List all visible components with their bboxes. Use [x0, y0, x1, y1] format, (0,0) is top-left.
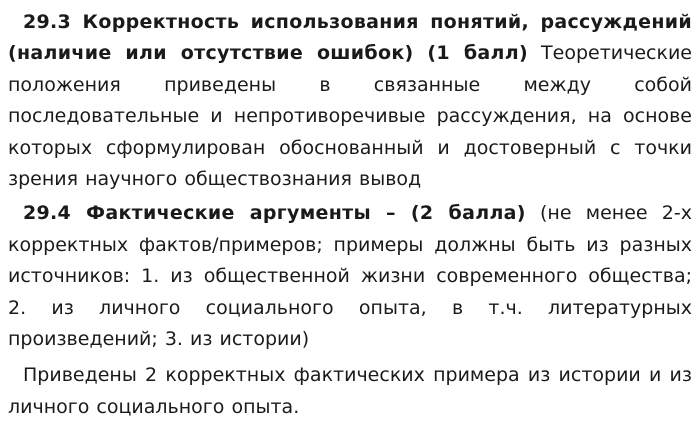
criterion-description: (не менее 2-х корректных фактов/примеров; примеры должны быть из разных источников: 1. из общественной жизни современного общества; 2. из личного социального опыта, в т.ч. литературных произведений; 3. из истории)	[8, 202, 692, 351]
criterion-heading: 29.3 Корректность использования понятий, рассуждений (наличие или отсутствие ошибок) (1 балл)	[8, 11, 692, 65]
criterion-heading: 29.4 Фактические аргументы – (2 балла)	[23, 202, 526, 225]
criterion-description: Теоретические положения приведены в связанные между собой последовательные и непротиворечивые рассуждения, на основе которых сформулирован обоснованный и достоверный с точки зрения научного обществознания вывод	[8, 42, 692, 191]
criterion-29-3	[8, 7, 692, 195]
assessment-conclusion: Приведены 2 корректных фактических примера из истории и из личного социального опыта.	[8, 364, 692, 418]
criterion-29-4	[8, 198, 692, 355]
document-body	[8, 7, 692, 423]
